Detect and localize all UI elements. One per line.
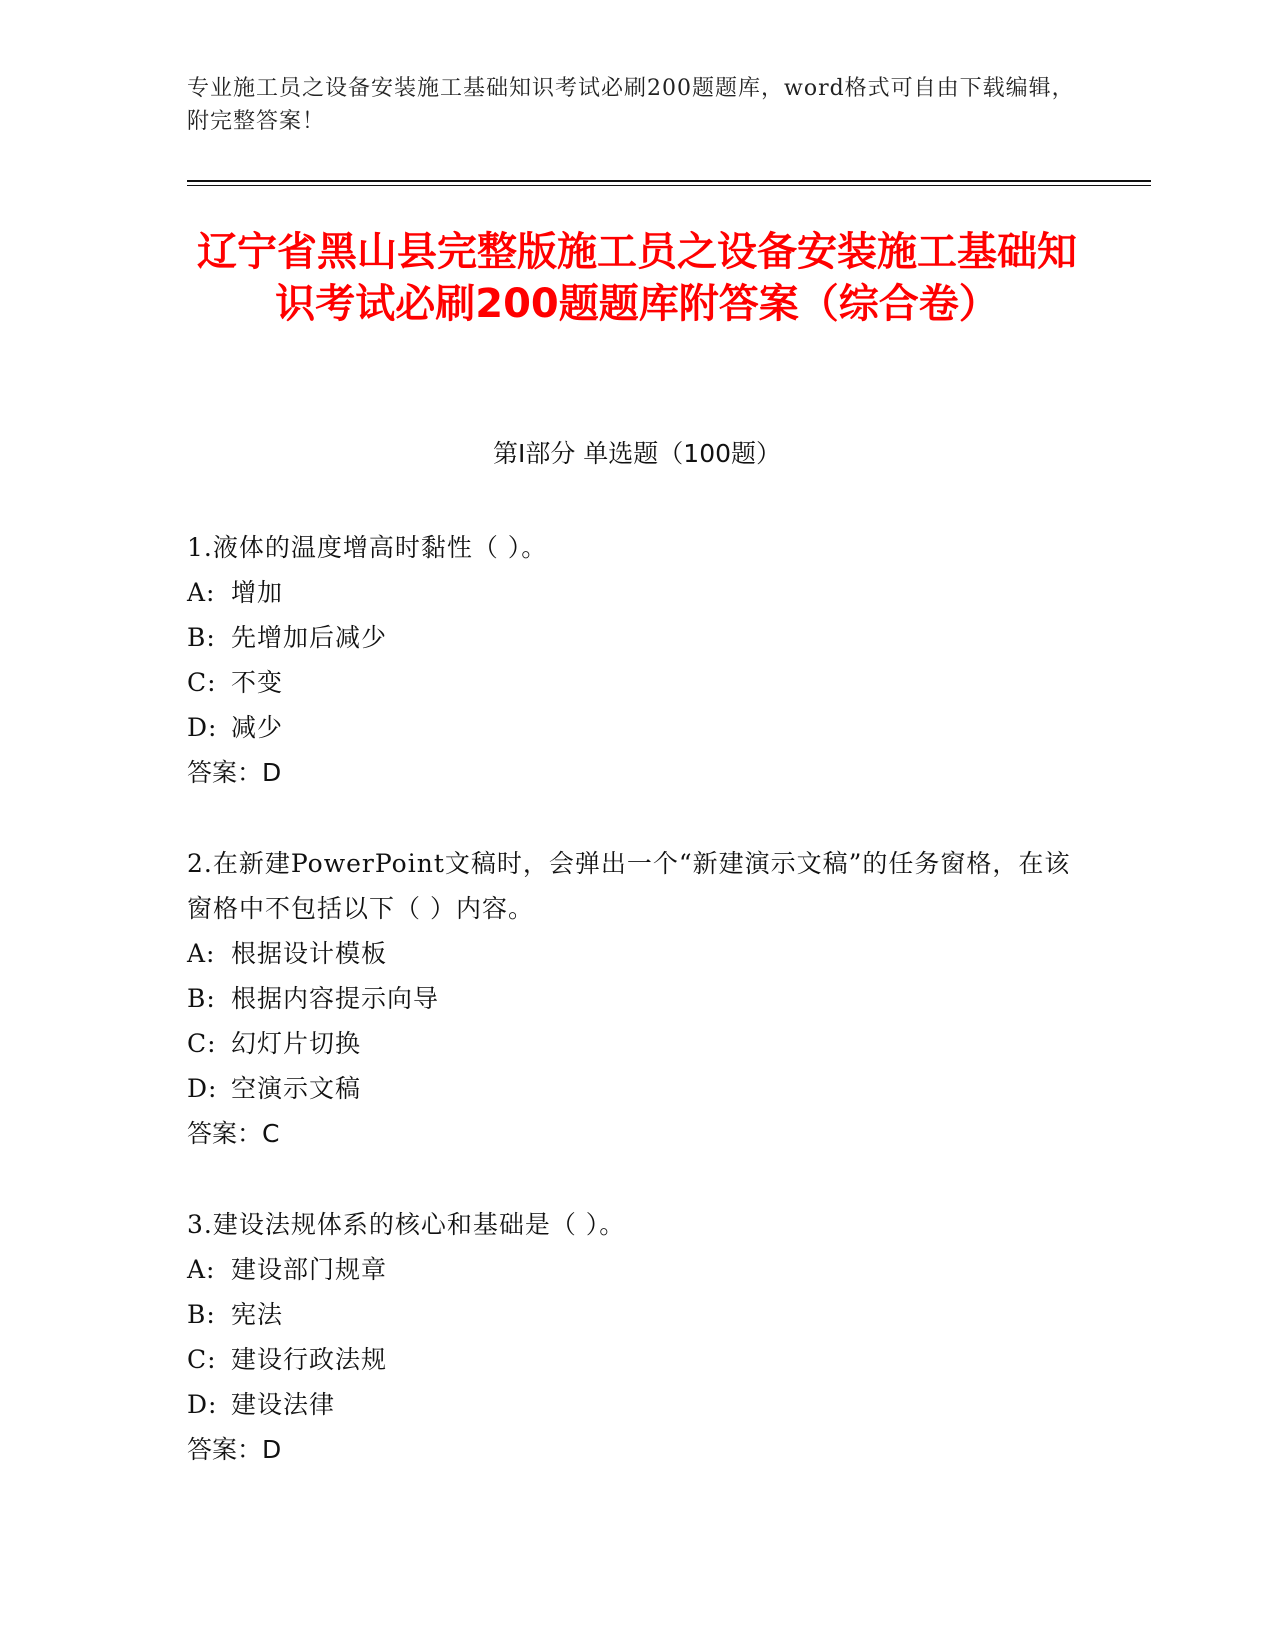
answer-line: 答案：C [187,1119,280,1148]
option-text: 不变 [231,668,284,697]
document-title: 辽宁省黑山县完整版施工员之设备安装施工基础知识考试必刷200题题库附答案（综合卷） [197,229,1077,327]
question-3 [187,1202,1087,1472]
header-note: 专业施工员之设备安装施工基础知识考试必刷200题题库，word格式可自由下载编辑，附完整答案！ [187,76,1075,134]
option-key: D: [187,713,218,742]
answer-line: 答案：D [187,758,282,787]
question-1 [187,525,1087,795]
option-key: C: [187,1345,217,1374]
option-text: 建设部门规章 [231,1255,388,1284]
question-2 [187,841,1087,1156]
option-text: 建设法律 [231,1390,336,1419]
question-stem: 3.建设法规体系的核心和基础是（ ）。 [187,1210,626,1239]
option-key: D: [187,1390,218,1419]
option-key: A: [187,939,216,968]
header-divider-thin [187,185,1151,186]
option-d [187,1382,1087,1427]
option-text: 根据设计模板 [231,939,388,968]
option-text: 空演示文稿 [231,1074,362,1103]
section-heading: 第I部分 单选题（100题） [492,439,782,468]
option-d [187,1066,1087,1111]
option-c [187,1337,1087,1382]
option-b [187,1292,1087,1337]
option-c [187,660,1087,705]
question-stem: 2.在新建PowerPoint文稿时，会弹出一个“新建演示文稿”的任务窗格，在该窗格中不包括以下（ ）内容。 [187,849,1071,923]
option-key: B: [187,623,216,652]
option-text: 建设行政法规 [231,1345,388,1374]
option-key: D: [187,1074,218,1103]
option-c [187,1021,1087,1066]
option-key: A: [187,1255,216,1284]
option-text: 减少 [231,713,284,742]
option-a [187,931,1087,976]
option-key: C: [187,1029,217,1058]
option-text: 宪法 [231,1300,284,1329]
question-stem: 1.液体的温度增高时黏性（ ）。 [187,533,548,562]
option-key: A: [187,578,216,607]
answer-line: 答案：D [187,1435,282,1464]
option-text: 幻灯片切换 [231,1029,362,1058]
option-key: B: [187,984,216,1013]
option-text: 增加 [231,578,284,607]
option-b [187,615,1087,660]
question-list [187,525,1087,1518]
option-text: 先增加后减少 [231,623,388,652]
header-divider-thick [187,180,1151,182]
option-a [187,1247,1087,1292]
option-text: 根据内容提示向导 [231,984,440,1013]
option-b [187,976,1087,1021]
option-a [187,570,1087,615]
option-key: C: [187,668,217,697]
option-d [187,705,1087,750]
option-key: B: [187,1300,216,1329]
